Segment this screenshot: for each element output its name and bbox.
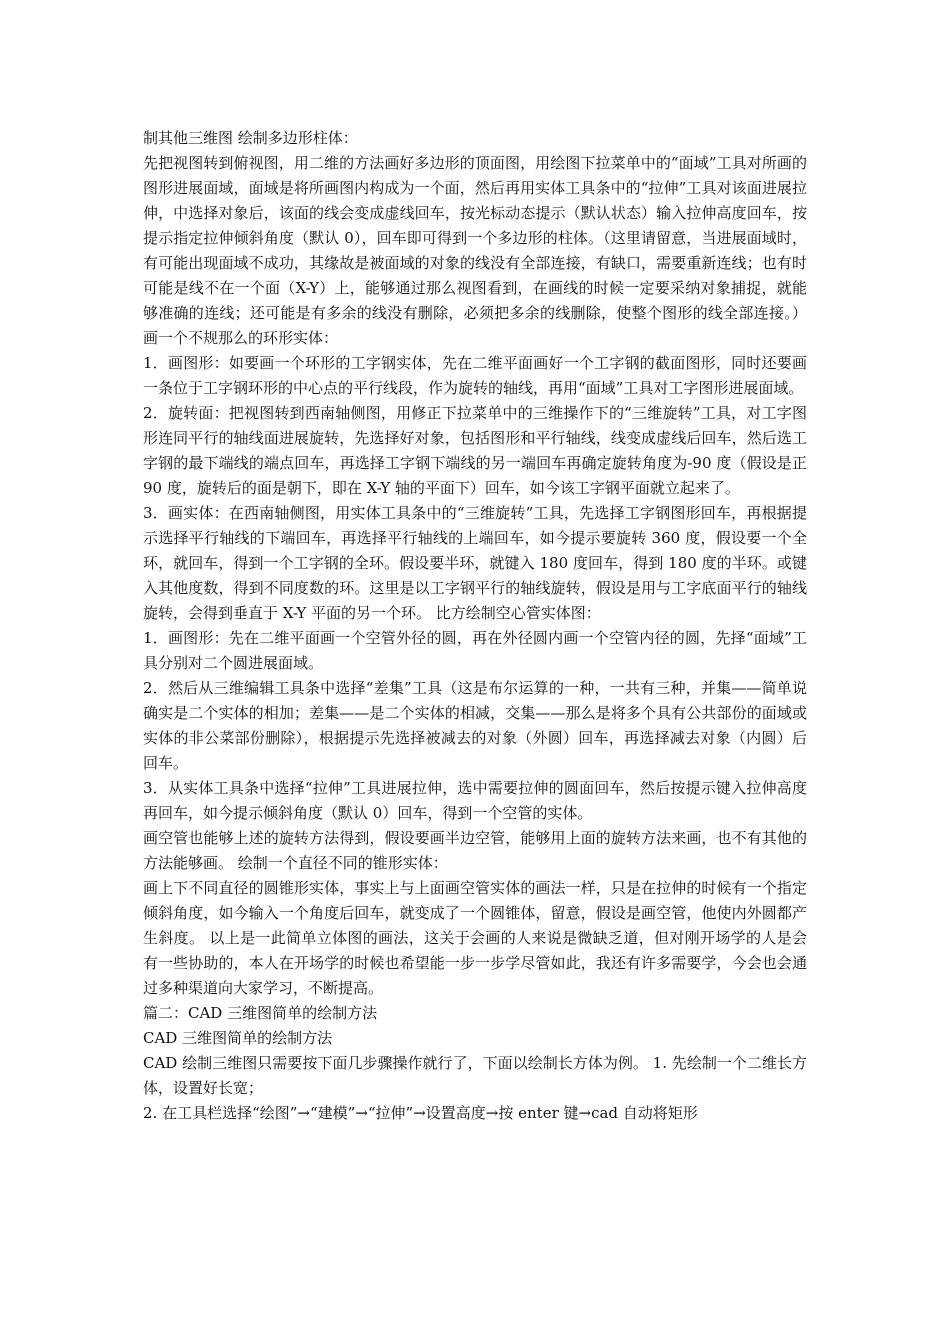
document-body xyxy=(143,126,807,1126)
paragraph: 2．然后从三维编辑工具条中选择“差集”工具（这是布尔运算的一种，一共有三种，并集——简单说确实是二个实体的相加；差集——是二个实体的相减，交集——那么是将多个具有公共部份的面域或实体的非公菜部份删除），根据提示先选择被减去的对象（外圆）回车，再选择减去对象（内圆）后回车。 xyxy=(143,679,807,772)
paragraph: CAD 绘制三维图只需要按下面几步骤操作就行了，下面以绘制长方体为例。 1. 先绘制一个二维长方体，设置好长宽； xyxy=(143,1054,807,1097)
paragraph: 3．画实体：在西南轴侧图，用实体工具条中的“三维旋转”工具，先选择工字钢图形回车，再根据提示选择平行轴线的下端回车，再选择平行轴线的上端回车，如今提示要旋转 360 度，假设要一个全环，就回车，得到一个工字钢的全环。假设要半环，就键入 180 度回车，得到 180 度的半环。或键入其他度数，得到不同度数的环。这里是以工字钢平行的轴线旋转，假设是用与工字底面平行的轴线旋转，会得到垂直于 X-Y 平面的另一个环。 比方绘制空心管实体图： xyxy=(143,504,807,622)
paragraph: 画上下不同直径的圆锥形实体，事实上与上面画空管实体的画法一样，只是在拉伸的时候有一个指定倾斜角度，如今输入一个角度后回车，就变成了一个圆锥体，留意，假设是画空管，他使内外圆都产生斜度。 以上是一此简单立体图的画法，这关于会画的人来说是微缺乏道，但对刚开场学的人是会有一些协助的，本人在开场学的时候也希望能一步一步学尽管如此，我还有许多需要学，今会也会通过多种渠道向大家学习，不断提高。 xyxy=(143,879,807,997)
paragraph: 3．从实体工具条中选择“拉伸”工具进展拉伸，选中需要拉伸的圆面回车，然后按提示键入拉伸高度再回车，如今提示倾斜角度（默认 0）回车，得到一个空管的实体。 xyxy=(143,779,807,822)
paragraph: 1．画图形：先在二维平面画一个空管外径的圆，再在外径圆内画一个空管内径的圆，先择“面域”工具分别对二个圆进展面域。 xyxy=(143,629,807,672)
paragraph: 画空管也能够上述的旋转方法得到，假设要画半边空管，能够用上面的旋转方法来画，也不有其他的方法能够画。 绘制一个直径不同的锥形实体： xyxy=(143,829,807,872)
paragraph: 制其他三维图 绘制多边形柱体： xyxy=(143,129,358,147)
paragraph: 2．旋转面：把视图转到西南轴侧图，用修正下拉菜单中的三维操作下的“三维旋转”工具，对工字图形连同平行的轴线面进展旋转，先选择好对象，包括图形和平行轴线，线变成虚线后回车，然后选工字钢的最下端线的端点回车，再选择工字钢下端线的另一端回车再确定旋转角度为-90 度（假设是正 90 度，旋转后的面是朝下，即在 X-Y 轴的平面下）回车，如今该工字钢平面就立起来了。 xyxy=(143,404,807,497)
section-heading: 篇二：CAD 三维图简单的绘制方法 xyxy=(143,1004,378,1022)
paragraph: 2. 在工具栏选择“绘图”→“建模”→“拉伸”→设置高度→按 enter 键→cad 自动将矩形 xyxy=(143,1104,698,1122)
paragraph: 1．画图形：如要画一个环形的工字钢实体，先在二维平面画好一个工字钢的截面图形，同时还要画一条位于工字钢环形的中心点的平行线段，作为旋转的轴线，再用“面域”工具对工字图形进展面域。 xyxy=(143,354,807,397)
paragraph: 先把视图转到俯视图，用二维的方法画好多边形的顶面图，用绘图下拉菜单中的“面域”工具对所画的图形进展面域，面域是将所画图内构成为一个面，然后再用实体工具条中的“拉伸”工具对该面进展拉伸，中选择对象后，该面的线会变成虚线回车，按光标动态提示（默认状态）输入拉伸高度回车，按提示指定拉伸倾斜角度（默认 0），回车即可得到一个多边形的柱体。（这里请留意，当进展面域时，有可能出现面域不成功，其缘故是被面域的对象的线没有全部连接，有缺口，需要重新连线；也有时可能是线不在一个面（X-Y）上，能够通过那么视图看到，在画线的时候一定要采纳对象捕捉，就能够准确的连线；还可能是有多余的线没有删除，必须把多余的线删除，使整个图形的线全部连接。） 画一个不规那么的环形实体： xyxy=(143,154,807,347)
section-subtitle: CAD 三维图简单的绘制方法 xyxy=(143,1029,333,1047)
